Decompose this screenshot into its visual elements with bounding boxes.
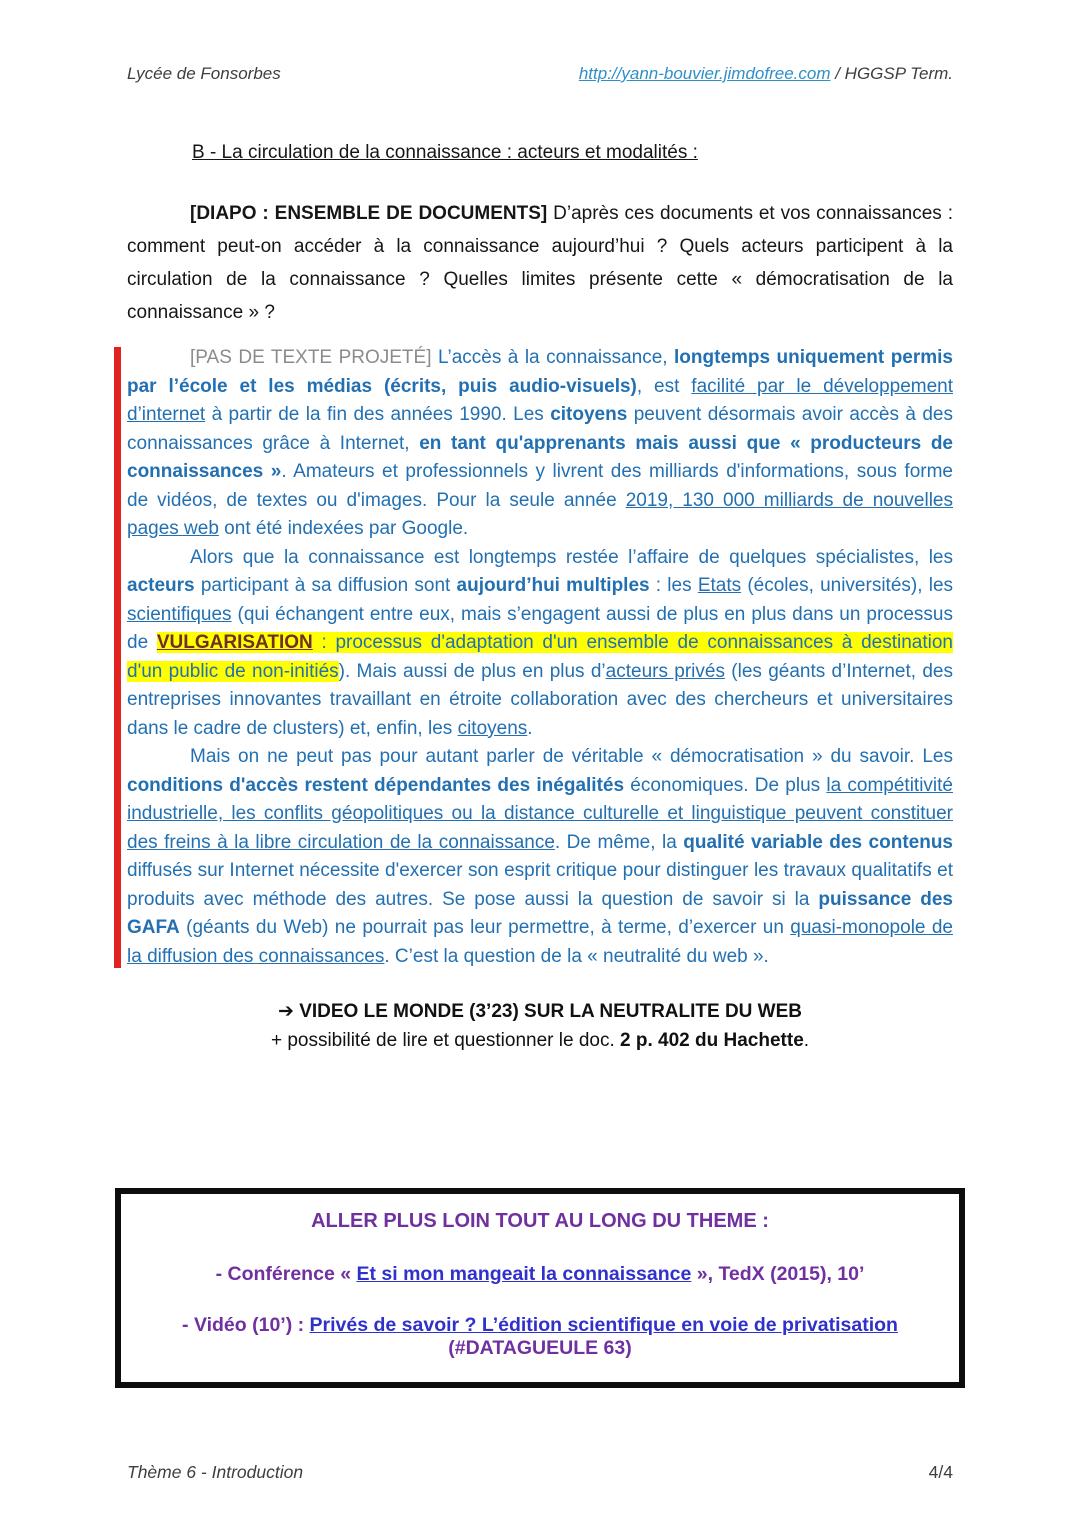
lesson-paragraph-1 bbox=[127, 344, 953, 544]
video-callout bbox=[127, 1000, 953, 1052]
page-header bbox=[127, 64, 953, 84]
further-reading-title: ALLER PLUS LOIN TOUT AU LONG DU THEME : bbox=[311, 1210, 769, 1232]
text-segment: . De même, la bbox=[554, 831, 684, 853]
video-callout-title bbox=[127, 1000, 953, 1023]
conference-line bbox=[135, 1263, 945, 1286]
text-segment: . bbox=[803, 1030, 810, 1051]
page-number: 4/4 bbox=[928, 1462, 953, 1482]
text-segment: puissance des GAFA bbox=[127, 888, 953, 938]
text-segment: (qui échangent entre eux, mais s’engagent aussi de plus en plus dans un processus de bbox=[127, 603, 953, 653]
text-segment: 2 p. 402 du Hachette bbox=[620, 1030, 804, 1051]
text-segment: à partir de la fin des années 1990. Les bbox=[205, 404, 551, 425]
text-segment: citoyens bbox=[457, 717, 528, 739]
text-segment: . Amateurs et professionnels y livrent des milliards d'informations, sous forme de vidéos, de textes ou d'images. Pour la seule année bbox=[127, 461, 953, 511]
intro-paragraph bbox=[127, 197, 953, 329]
page-footer bbox=[127, 1462, 953, 1483]
text-segment: conditions d'accès restent dépendantes des inégalités bbox=[127, 774, 625, 796]
text-segment: . bbox=[527, 717, 533, 739]
arrow-icon: ➔ bbox=[277, 1001, 300, 1022]
text-segment: processus d'adaptation d'un ensemble de connaissances à destination d'un public de non-initiés bbox=[127, 632, 953, 682]
text-segment: D’après ces documents et vos connaissances : comment peut-on accéder à la connaissance aujourd’hui ? Quels acteurs participent à la circulation de la connaissance ? Quelles limites présente cette « démocratisation de la connaissance » ? bbox=[127, 203, 953, 323]
lesson-paragraph-3 bbox=[127, 743, 953, 971]
text-segment: citoyens bbox=[550, 404, 628, 425]
key-term-vulgarisation: VULGARISATION bbox=[156, 632, 313, 653]
text-segment: ). Mais aussi de plus en plus d’ bbox=[338, 660, 606, 682]
school-name: Lycée de Fonsorbes bbox=[127, 64, 281, 83]
text-segment: L’accès à la connaissance, bbox=[437, 347, 675, 368]
text-segment: longtemps uniquement permis par l’école et les médias (écrits, puis audio-visuels) bbox=[127, 347, 953, 397]
conference-link[interactable]: Et si mon mangeait la connaissance bbox=[356, 1263, 692, 1285]
text-segment: (géants du Web) ne pourrait pas leur permettre, à terme, d’exercer un bbox=[179, 917, 791, 938]
text-segment: acteurs privés bbox=[605, 660, 725, 682]
text-segment: [DIAPO : ENSEMBLE DE DOCUMENTS] bbox=[190, 203, 554, 224]
video-line bbox=[135, 1314, 945, 1360]
text-segment: acteurs bbox=[127, 575, 195, 596]
text-segment: scientifiques bbox=[127, 603, 232, 625]
lesson-block bbox=[127, 344, 953, 971]
text-segment: Etats bbox=[697, 575, 742, 596]
text-segment: - Vidéo (10’) : bbox=[182, 1314, 310, 1336]
text-segment: (écoles, universités), les bbox=[741, 575, 954, 596]
text-segment: diffusés sur Internet nécessite d'exercer son esprit critique pour distinguer les travaux qualitatifs et produits avec méthode des autres. Se pose aussi la question de savoir si la bbox=[127, 860, 953, 910]
text-segment: . C’est la question de la « neutralité du web ». bbox=[384, 945, 769, 967]
lesson-paragraph-2 bbox=[127, 544, 953, 744]
text-segment: 2019, 130 000 milliards de nouvelles pages web bbox=[127, 489, 953, 539]
text-segment: : bbox=[312, 632, 336, 653]
text-segment: », TedX (2015), 10’ bbox=[691, 1263, 865, 1285]
section-title: B - La circulation de la connaissance : acteurs et modalités : bbox=[192, 142, 698, 163]
text-segment: économiques. De plus bbox=[624, 774, 827, 796]
text-segment: en tant qu'apprenants mais aussi que « producteurs de connaissances » bbox=[127, 432, 953, 482]
text-segment: + possibilité de lire et questionner le doc. bbox=[270, 1030, 621, 1051]
text-segment: ont été indexées par Google. bbox=[218, 518, 469, 539]
video-link[interactable]: Privés de savoir ? L’édition scientifique en voie de privatisation bbox=[309, 1314, 898, 1336]
further-reading-box bbox=[115, 1188, 965, 1388]
website-link[interactable]: http://yann-bouvier.jimdofree.com bbox=[578, 64, 831, 83]
revision-bar bbox=[114, 347, 121, 968]
text-segment: facilité par le développement d’internet bbox=[127, 375, 954, 425]
text-segment: Alors que la connaissance est longtemps restée l’affaire de quelques spécialistes, les bbox=[190, 546, 953, 568]
text-segment: quasi-monopole de la diffusion des connaissances bbox=[127, 917, 953, 967]
stage-direction: [PAS DE TEXTE PROJETÉ] bbox=[190, 347, 438, 368]
text-segment: , est bbox=[636, 375, 692, 397]
text-segment: participant à sa diffusion sont bbox=[194, 575, 457, 596]
video-callout-subtitle bbox=[127, 1030, 953, 1052]
text-segment: - Conférence « bbox=[215, 1263, 357, 1285]
text-segment: Mais on ne peut pas pour autant parler de véritable « démocratisation » du savoir. Les bbox=[190, 746, 953, 767]
course-label: / HGGSP Term. bbox=[830, 64, 953, 83]
text-segment: VIDEO LE MONDE (3’23) SUR LA NEUTRALITE DU WEB bbox=[299, 1001, 803, 1022]
text-segment: (#DATAGUEULE 63) bbox=[448, 1337, 632, 1359]
header-right bbox=[579, 64, 953, 84]
text-segment: (les géants d’Internet, des entreprises innovantes travaillant en étroite collaboration avec des chercheurs et universitaires dans le cadre de clusters) et, enfin, les bbox=[127, 660, 953, 739]
text-segment: aujourd’hui multiples bbox=[456, 575, 650, 596]
footer-theme-label: Thème 6 - Introduction bbox=[127, 1462, 304, 1482]
text-segment: la compétitivité industrielle, les conflits géopolitiques ou la distance culturelle et linguistique peuvent constituer des freins à la libre circulation de la connaissance bbox=[127, 774, 953, 853]
text-segment: : les bbox=[649, 575, 698, 596]
text-segment: peuvent désormais avoir accès à des connaissances grâce à Internet, bbox=[127, 404, 953, 454]
text-segment: qualité variable des contenus bbox=[683, 831, 953, 853]
